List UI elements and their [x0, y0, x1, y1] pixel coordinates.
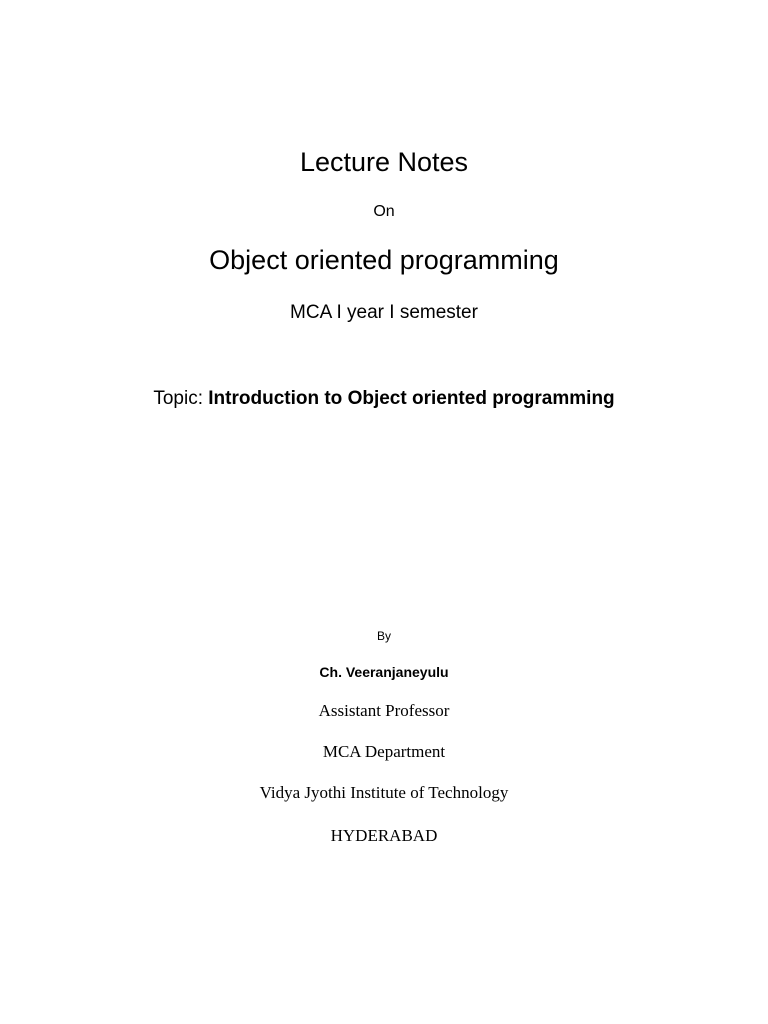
subject-title: Object oriented programming [209, 245, 559, 275]
on-label: On [373, 203, 395, 220]
author-name: Ch. Veeranjaneyulu [319, 664, 449, 680]
document-title: Lecture Notes [299, 147, 469, 177]
topic-value: Introduction to Object oriented programming [208, 388, 615, 409]
topic-label: Topic: [153, 388, 203, 409]
department-name: MCA Department [322, 742, 446, 761]
author-designation: Assistant Professor [318, 701, 450, 720]
city-name: HYDERABAD [330, 826, 438, 845]
topic-line [0, 386, 768, 412]
by-label: By [376, 629, 391, 643]
institute-name: Vidya Jyothi Institute of Technology [259, 783, 509, 802]
course-info: MCA I year I semester [290, 302, 478, 323]
